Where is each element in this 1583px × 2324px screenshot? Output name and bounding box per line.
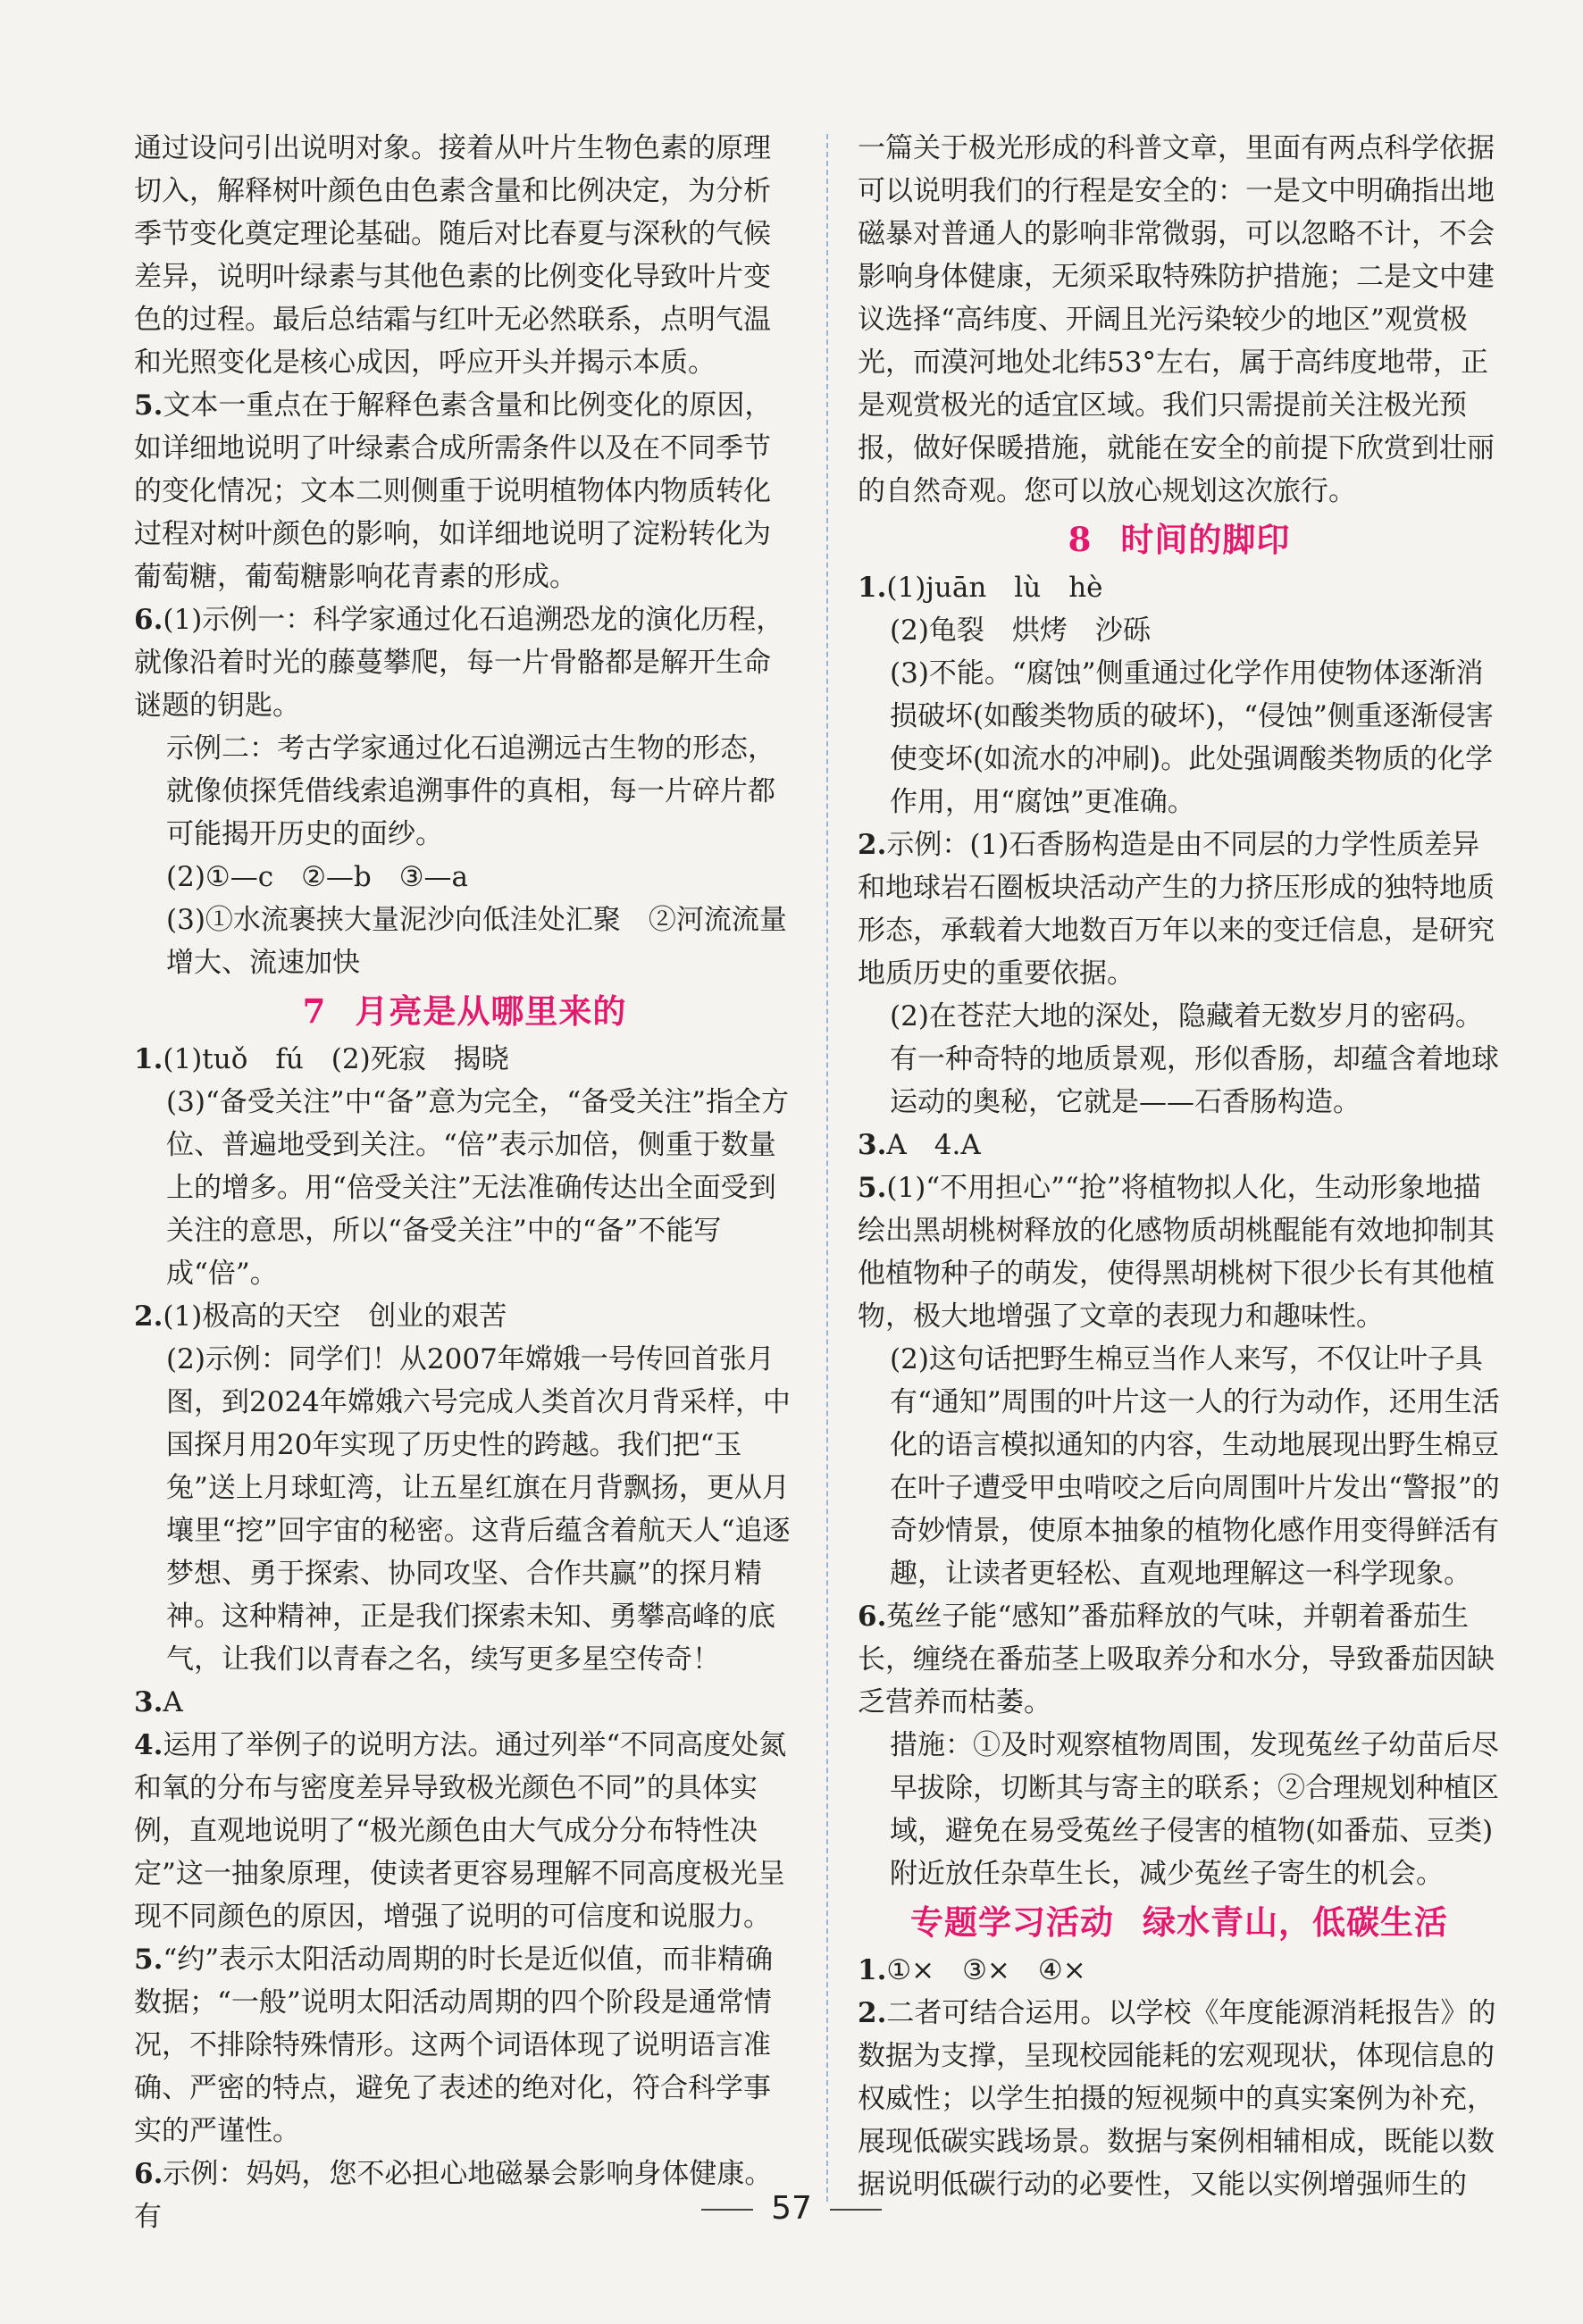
section-title: 绿水青山，低碳生活 xyxy=(1143,1902,1448,1942)
section-number: 7 xyxy=(302,991,327,1031)
answer-content: A xyxy=(163,1686,183,1718)
answer-content: (3)“备受关注”中“备”意为完全，“备受关注”指全方位、普遍地受到关注。“倍”表示加倍，侧重于数量上的增多。用“倍受关注”无法准确传达出全面受到关注的意思，所以“备受关注”中的“备”不能写成“倍”。 xyxy=(166,1086,789,1290)
question-number: 4. xyxy=(134,1729,163,1761)
answer-text xyxy=(858,652,1501,823)
answer-content: 示例二：考古学家通过化石追溯远古生物的形态，就像侦探凭借线索追溯事件的真相，每一片碎片都可能揭开历史的面纱。 xyxy=(166,732,775,850)
answer-content: 一篇关于极光形成的科普文章，里面有两点科学依据可以说明我们的行程是安全的：一是文中明确指出地磁暴对普通人的影响非常微弱，可以忽略不计，不会影响身体健康，无须采取特殊防护措施；二是文中建议选择“高纬度、开阔且光污染较少的地区”观赏极光，而漠河地处北纬53°左右，属于高纬度地带，正是观赏极光的适宜区域。我们只需提前关注极光预报，做好保暖措施，就能在安全的前提下欣赏到壮丽的自然奇观。您可以放心规划这次旅行。 xyxy=(858,132,1495,507)
question-number: 6. xyxy=(858,1601,887,1633)
right-column xyxy=(858,127,1501,2206)
answer-text xyxy=(858,609,1501,652)
answer-content: 菟丝子能“感知”番茄释放的气味，并朝着番茄生长，缠绕在番茄茎上吸取养分和水分，导致番茄因缺乏营养而枯萎。 xyxy=(858,1601,1495,1718)
section-number: 8 xyxy=(1068,520,1093,559)
left-column xyxy=(134,127,795,2238)
answer-content: (2)①—c ②—b ③—a xyxy=(166,861,468,893)
answer-content: (1)tuǒ fú (2)死寂 揭晓 xyxy=(163,1043,509,1075)
answer-item xyxy=(134,598,795,727)
answer-text xyxy=(858,995,1501,1124)
question-number: 6. xyxy=(134,2158,163,2190)
question-number: 5. xyxy=(134,389,163,422)
section-heading xyxy=(134,984,795,1038)
answer-item xyxy=(134,1681,795,1724)
answer-content: 示例：(1)石香肠构造是由不同层的力学性质差异和地球岩石圈板块活动产生的力挤压形成的独特地质形态，承载着大地数百万年以来的变迁信息，是研究地质历史的重要依据。 xyxy=(858,829,1495,990)
answer-item xyxy=(134,1038,795,1081)
answer-content: (1)示例一：科学家通过化石追溯恐龙的演化历程，就像沿着时光的藤蔓攀爬，每一片骨骼都是解开生命谜题的钥匙。 xyxy=(134,604,784,722)
answer-item xyxy=(858,566,1501,609)
question-number: 6. xyxy=(134,604,163,636)
answer-content: 运用了举例子的说明方法。通过列举“不同高度处氮和氧的分布与密度差异导致极光颜色不同”的具体实例，直观地说明了“极光颜色由大气成分分布特性决定”这一抽象原理，使读者更容易理解不同高度极光呈现不同颜色的原因，增强了说明的可信度和说服力。 xyxy=(134,1729,787,1933)
answer-content: (1)极高的天空 创业的艰苦 xyxy=(163,1300,507,1333)
answer-content: (1)juān lù hè xyxy=(886,572,1103,604)
question-number: 5. xyxy=(134,1944,163,1976)
answer-item xyxy=(858,1949,1501,1992)
answer-content: (2)这句话把野生棉豆当作人来写，不仅让叶子具有“通知”周围的叶片这一人的行为动作，还用生活化的语言模拟通知的内容，生动地展现出野生棉豆在叶子遭受甲虫啃咬之后向周围叶片发出“警报”的奇妙情景，使原本抽象的植物化感作用变得鲜活有趣，让读者更轻松、直观地理解这一科学现象。 xyxy=(890,1343,1500,1590)
answer-content: (3)不能。“腐蚀”侧重通过化学作用使物体逐渐消损破坏(如酸类物质的破坏)，“侵蚀”侧重逐渐侵害使变坏(如流水的冲刷)。此处强调酸类物质的化学作用，用“腐蚀”更准确。 xyxy=(890,657,1494,818)
answer-item xyxy=(134,384,795,598)
answer-content: A 4.A xyxy=(886,1129,981,1161)
column-divider xyxy=(826,134,828,2202)
answer-item xyxy=(134,1938,795,2153)
section-number: 专题学习活动 xyxy=(910,1902,1114,1942)
question-number: 1. xyxy=(858,1954,887,1986)
answer-item xyxy=(858,1992,1501,2206)
question-number: 3. xyxy=(134,1686,163,1718)
answer-content: 通过设问引出说明对象。接着从叶片生物色素的原理切入，解释树叶颜色由色素含量和比例决定，为分析季节变化奠定理论基础。随后对比春夏与深秋的气候差异，说明叶绿素与其他色素的比例变化导致叶片变色的过程。最后总结霜与红叶无必然联系，点明气温和光照变化是核心成因，呼应开头并揭示本质。 xyxy=(134,132,771,379)
answer-text xyxy=(858,1338,1501,1595)
question-number: 2. xyxy=(858,829,887,861)
answer-text xyxy=(134,1081,795,1295)
page-footer xyxy=(0,2190,1583,2227)
answer-item xyxy=(134,1724,795,1938)
section-heading xyxy=(858,1895,1501,1949)
answer-text xyxy=(134,1338,795,1681)
answer-content: “约”表示太阳活动周期的时长是近似值，而非精确数据；“一般”说明太阳活动周期的四个阶段是通常情况，不排除特殊情形。这两个词语体现了说明语言准确、严密的特点，避免了表述的绝对化，符合科学事实的严谨性。 xyxy=(134,1944,774,2147)
section-title: 月亮是从哪里来的 xyxy=(355,991,627,1031)
footer-dash-right xyxy=(830,2209,882,2211)
answer-text xyxy=(134,127,795,384)
answer-text xyxy=(858,1724,1501,1895)
answer-item xyxy=(858,1166,1501,1338)
answer-item xyxy=(858,823,1501,995)
question-number: 1. xyxy=(134,1043,163,1075)
footer-dash-left xyxy=(701,2209,753,2211)
page-number: 57 xyxy=(771,2190,812,2227)
answer-text xyxy=(134,727,795,856)
answer-content: 措施：①及时观察植物周围，发现菟丝子幼苗后尽早拔除，切断其与寄主的联系；②合理规划种植区域，避免在易受菟丝子侵害的植物(如番茄、豆类)附近放任杂草生长，减少菟丝子寄生的机会。 xyxy=(890,1729,1499,1890)
answer-content: (3)①水流裹挟大量泥沙向低洼处汇聚 ②河流流量增大、流速加快 xyxy=(166,904,787,979)
answer-content: (2)龟裂 烘烤 沙砾 xyxy=(890,614,1151,647)
answer-content: 文本一重点在于解释色素含量和比例变化的原因，如详细地说明了叶绿素合成所需条件以及在不同季节的变化情况；文本二则侧重于说明植物体内物质转化过程对树叶颜色的影响，如详细地说明了淀粉转化为葡萄糖，葡萄糖影响花青素的形成。 xyxy=(134,389,773,593)
answer-content: (1)“不用担心”“抢”将植物拟人化，生动形象地描绘出黑胡桃树释放的化感物质胡桃醌能有效地抑制其他植物种子的萌发，使得黑胡桃树下很少长有其他植物，极大地增强了文章的表现力和趣味性。 xyxy=(858,1172,1495,1333)
answer-content: ①× ③× ④× xyxy=(886,1954,1086,1986)
answer-content: (2)在苍茫大地的深处，隐藏着无数岁月的密码。有一种奇特的地质景观，形似香肠，却蕴含着地球运动的奥秘，它就是——石香肠构造。 xyxy=(890,1000,1499,1118)
question-number: 3. xyxy=(858,1129,887,1161)
answer-text xyxy=(134,856,795,899)
answer-item xyxy=(858,1124,1501,1166)
answer-text xyxy=(134,899,795,984)
answer-text xyxy=(858,127,1501,513)
answer-content: (2)示例：同学们！从2007年嫦娥一号传回首张月图，到2024年嫦娥六号完成人类首次月背采样，中国探月用20年实现了历史性的跨越。我们把“玉兔”送上月球虹湾，让五星红旗在月背飘扬，更从月壤里“挖”回宇宙的秘密。这背后蕴含着航天人“追逐梦想、勇于探索、协同攻坚、合作共赢”的探月精神。这种精神，正是我们探索未知、勇攀高峰的底气，让我们以青春之名，续写更多星空传奇！ xyxy=(166,1343,791,1676)
answer-content: 示例：妈妈，您不必担心地磁暴会影响身体健康。有 xyxy=(134,2158,773,2233)
question-number: 1. xyxy=(858,572,887,604)
answer-item xyxy=(134,1295,795,1338)
answer-item xyxy=(858,1595,1501,1724)
answer-content: 二者可结合运用。以学校《年度能源消耗报告》的数据为支撑，呈现校园能耗的宏观现状，体现信息的权威性；以学生拍摄的短视频中的真实案例为补充，展现低碳实践场景。数据与案例相辅相成，既能以数据说明低碳行动的必要性，又能以实例增强师生的 xyxy=(858,1997,1496,2201)
section-heading xyxy=(858,513,1501,566)
question-number: 5. xyxy=(858,1172,887,1204)
question-number: 2. xyxy=(134,1300,163,1333)
question-number: 2. xyxy=(858,1997,887,2029)
section-title: 时间的脚印 xyxy=(1120,520,1291,559)
